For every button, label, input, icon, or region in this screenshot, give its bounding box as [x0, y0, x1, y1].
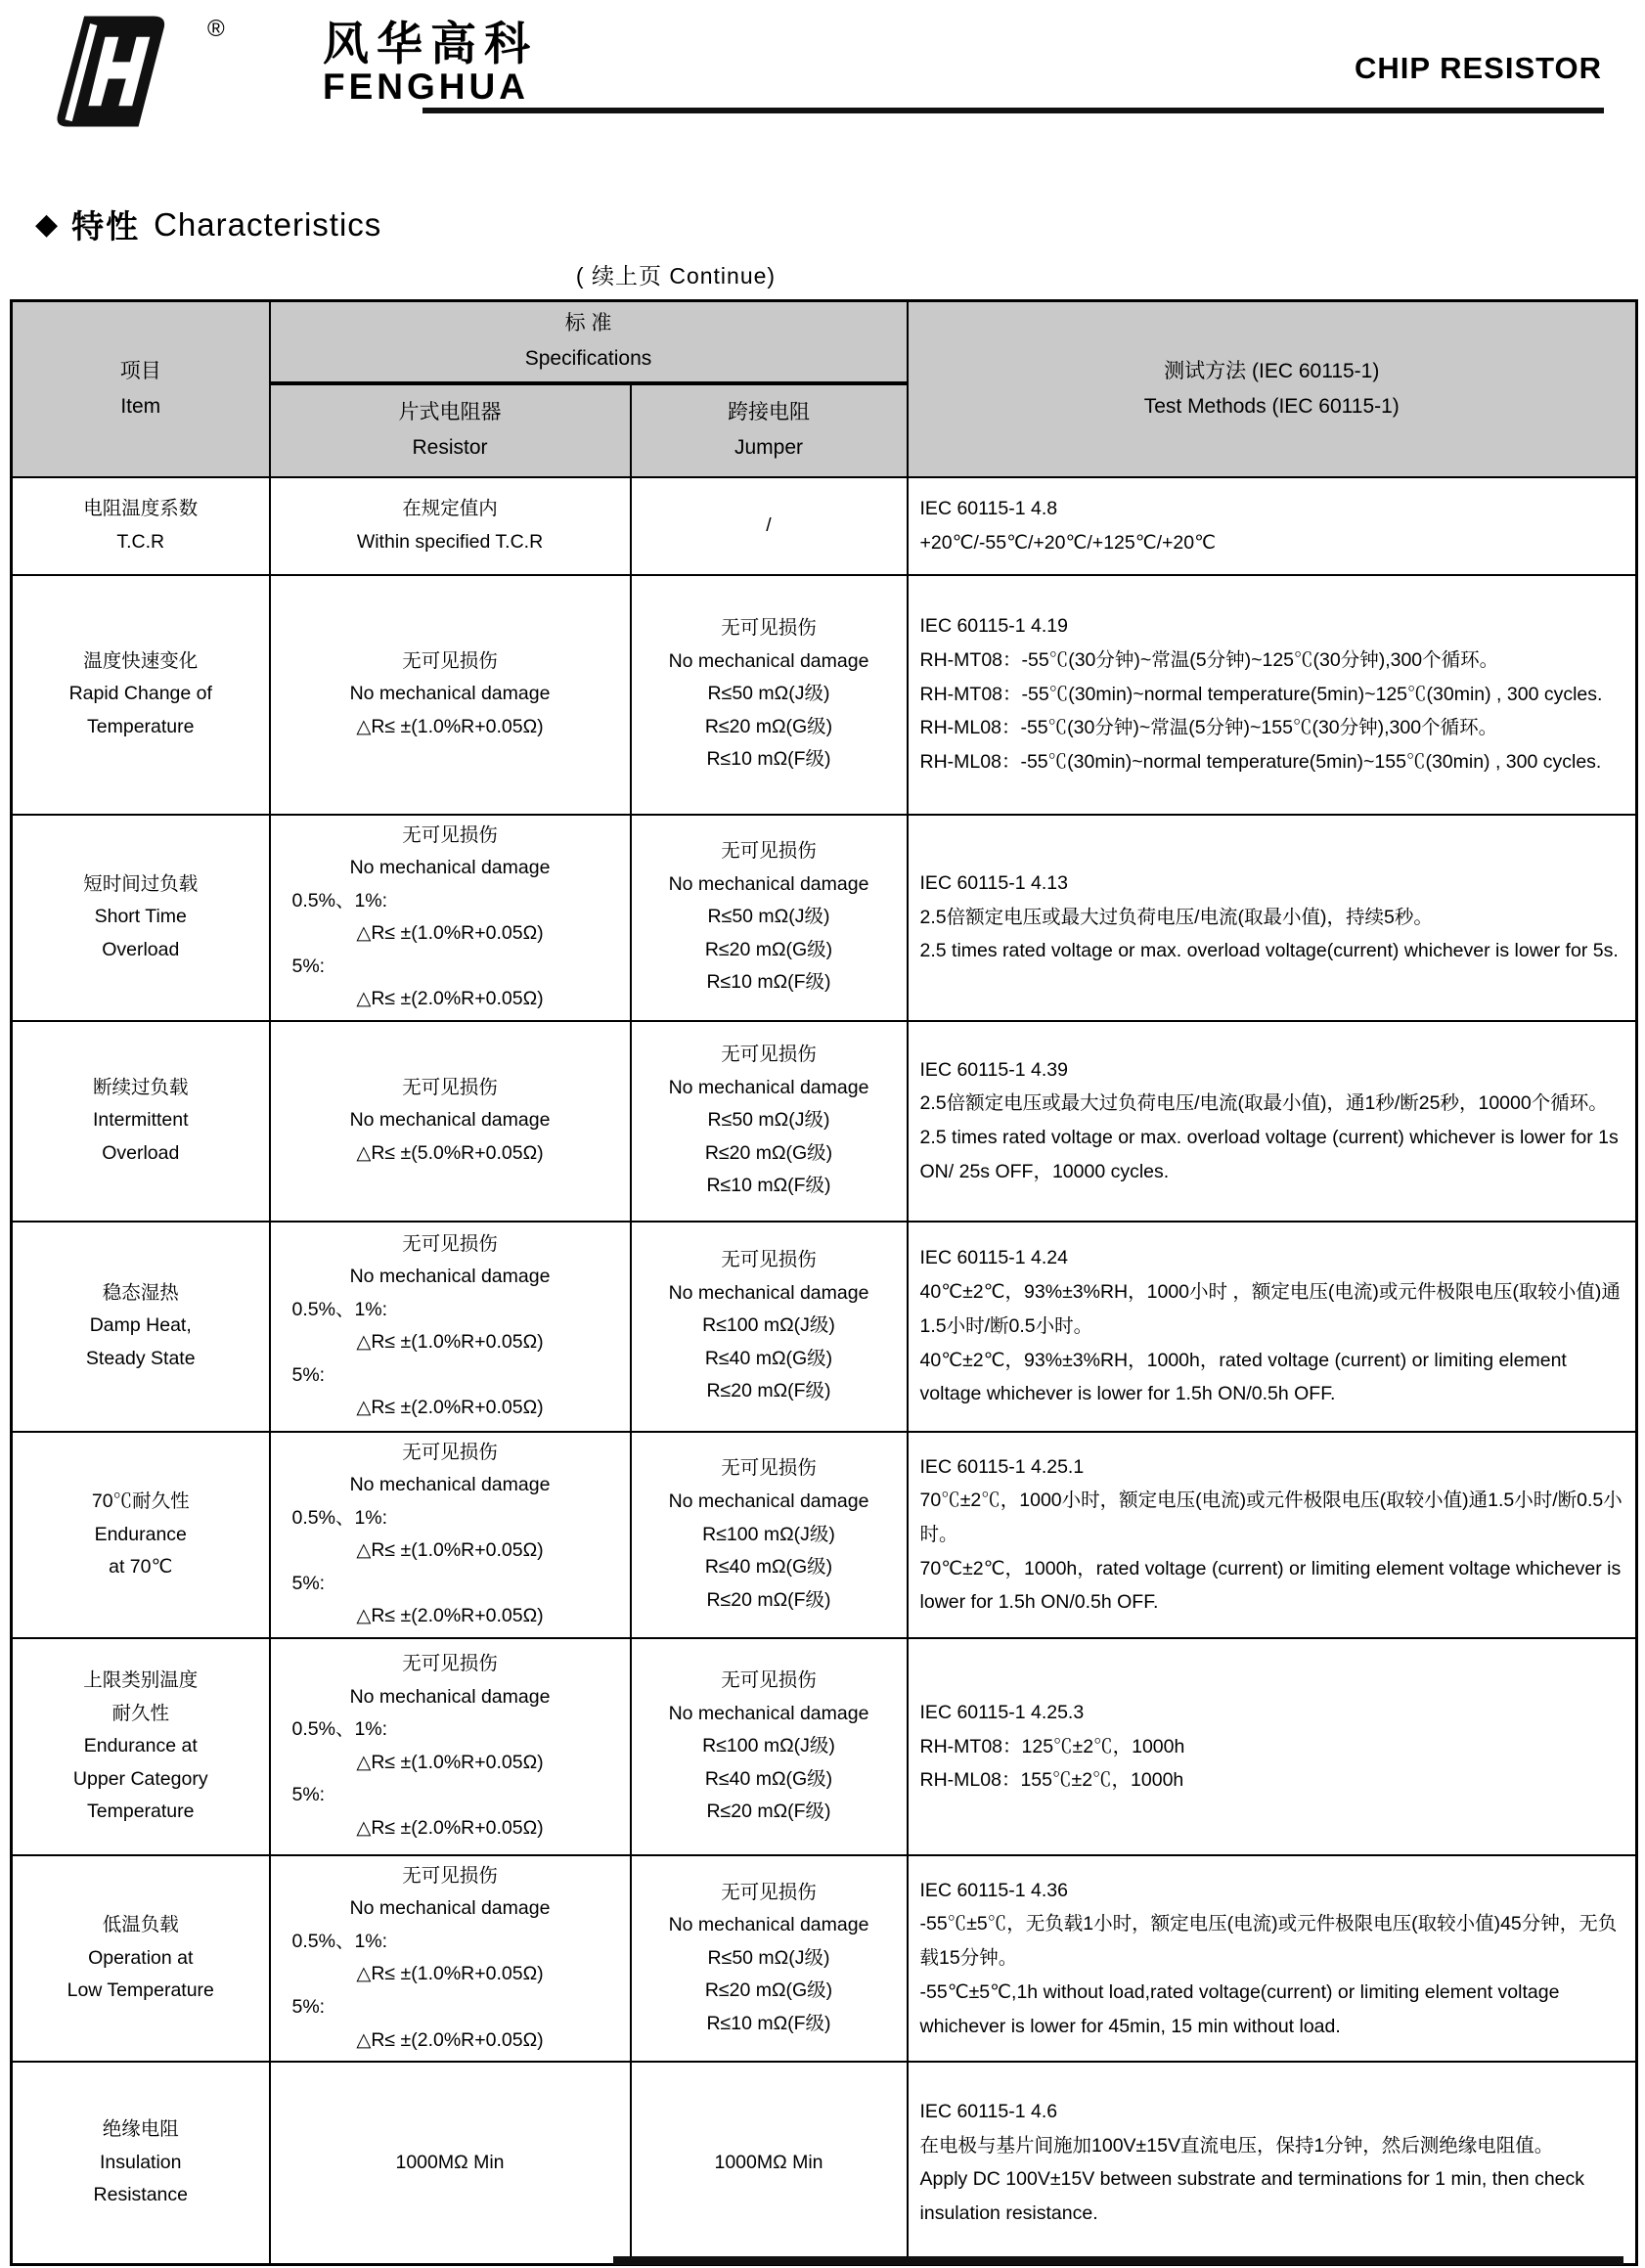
item-cell: 短时间过负载 Short Time Overload [12, 815, 270, 1021]
column-header-specifications: 标 准 Specifications [270, 301, 908, 383]
test-method-cell: IEC 60115-1 4.24 40℃±2℃，93%±3%RH，1000小时 ，额定电压(电流)或元件极限电压(取较小值)通1.5小时/断0.5小时。 40℃±2℃，93%±3%RH，1000h，rated voltage (current) or limiting element voltage whichever is lower for 1.5h ON/0.5h OFF. [908, 1222, 1637, 1432]
column-header-resistor: 片式电阻器 Resistor [270, 383, 631, 477]
resistor-spec-cell: 无可见损伤 No mechanical damage 0.5%、1%: △R≤ ±(1.0%R+0.05Ω) 5%: △R≤ ±(2.0%R+0.05Ω) [270, 1638, 631, 1855]
item-cell: 电阻温度系数 T.C.R [12, 477, 270, 575]
table-row [12, 477, 1637, 575]
table-row [12, 1638, 1637, 1855]
column-header-test-methods: 测试方法 (IEC 60115-1) Test Methods (IEC 60115-1) [908, 301, 1637, 477]
item-cell: 70℃耐久性 Endurance at 70℃ [12, 1432, 270, 1638]
product-title: CHIP RESISTOR [1354, 51, 1602, 85]
diamond-icon: ◆ [35, 208, 59, 241]
section-title-en: Characteristics [154, 205, 382, 243]
jumper-spec-cell: 无可见损伤 No mechanical damage R≤100 mΩ(J级) R≤40 mΩ(G级) R≤20 mΩ(F级) [631, 1432, 908, 1638]
table-row [12, 815, 1637, 1021]
column-header-jumper: 跨接电阻 Jumper [631, 383, 908, 477]
table-row [12, 1855, 1637, 2062]
test-method-cell: IEC 60115-1 4.13 2.5倍额定电压或最大过负荷电压/电流(取最小值)，持续5秒。 2.5 times rated voltage or max. overload voltage(current) whichever is lower for 5s. [908, 815, 1637, 1021]
jumper-spec-cell: 无可见损伤 No mechanical damage R≤100 mΩ(J级) R≤40 mΩ(G级) R≤20 mΩ(F级) [631, 1222, 908, 1432]
column-header-item: 项目 Item [12, 301, 270, 477]
fenghua-logo-icon [51, 14, 176, 129]
resistor-spec-cell: 无可见损伤 No mechanical damage 0.5%、1%: △R≤ ±(1.0%R+0.05Ω) 5%: △R≤ ±(2.0%R+0.05Ω) [270, 815, 631, 1021]
header-rule [422, 108, 1604, 113]
jumper-spec-cell: 无可见损伤 No mechanical damage R≤50 mΩ(J级) R≤20 mΩ(G级) R≤10 mΩ(F级) [631, 1021, 908, 1222]
page-header [0, 0, 1645, 196]
item-cell: 稳态湿热 Damp Heat, Steady State [12, 1222, 270, 1432]
table-row [12, 2062, 1637, 2264]
test-method-cell: IEC 60115-1 4.25.1 70℃±2℃，1000小时，额定电压(电流)或元件极限电压(取较小值)通1.5小时/断0.5小时。 70℃±2℃，1000h，rated voltage (current) or limiting element voltage whichever is lower for 1.5h ON/0.5h OFF. [908, 1432, 1637, 1638]
item-cell: 上限类别温度 耐久性 Endurance at Upper Category Temperature [12, 1638, 270, 1855]
jumper-spec-cell: 无可见损伤 No mechanical damage R≤100 mΩ(J级) R≤40 mΩ(G级) R≤20 mΩ(F级) [631, 1638, 908, 1855]
brand-name-en: FENGHUA [323, 67, 529, 108]
jumper-spec-cell: 1000MΩ Min [631, 2062, 908, 2264]
resistor-spec-cell: 1000MΩ Min [270, 2062, 631, 2264]
registered-mark: ® [207, 16, 225, 42]
test-method-cell: IEC 60115-1 4.36 -55℃±5℃，无负载1小时，额定电压(电流)或元件极限电压(取较小值)45分钟，无负载15分钟。 -55℃±5℃,1h without load,rated voltage(current) or limiting element voltage whichever is lower for 45min, 15 min without load. [908, 1855, 1637, 2062]
item-cell: 断续过负载 Intermittent Overload [12, 1021, 270, 1222]
resistor-spec-cell: 无可见损伤 No mechanical damage △R≤ ±(1.0%R+0.05Ω) [270, 575, 631, 815]
resistor-spec-cell: 无可见损伤 No mechanical damage 0.5%、1%: △R≤ ±(1.0%R+0.05Ω) 5%: △R≤ ±(2.0%R+0.05Ω) [270, 1855, 631, 2062]
test-method-cell: IEC 60115-1 4.8 +20℃/-55℃/+20℃/+125℃/+20℃ [908, 477, 1637, 575]
resistor-spec-cell: 无可见损伤 No mechanical damage 0.5%、1%: △R≤ ±(1.0%R+0.05Ω) 5%: △R≤ ±(2.0%R+0.05Ω) [270, 1432, 631, 1638]
test-method-cell: IEC 60115-1 4.25.3 RH-MT08：125℃±2℃，1000h RH-ML08：155℃±2℃，1000h [908, 1638, 1637, 1855]
jumper-spec-cell: 无可见损伤 No mechanical damage R≤50 mΩ(J级) R≤20 mΩ(G级) R≤10 mΩ(F级) [631, 575, 908, 815]
item-cell: 绝缘电阻 Insulation Resistance [12, 2062, 270, 2264]
jumper-spec-cell: 无可见损伤 No mechanical damage R≤50 mΩ(J级) R≤20 mΩ(G级) R≤10 mΩ(F级) [631, 1855, 908, 2062]
item-cell: 温度快速变化 Rapid Change of Temperature [12, 575, 270, 815]
item-cell: 低温负载 Operation at Low Temperature [12, 1855, 270, 2062]
brand-name [323, 14, 538, 108]
section-title [35, 201, 381, 247]
table-row [12, 1021, 1637, 1222]
brand-name-cn: 风华高科 [323, 18, 538, 69]
jumper-spec-cell: 无可见损伤 No mechanical damage R≤50 mΩ(J级) R≤20 mΩ(G级) R≤10 mΩ(F级) [631, 815, 908, 1021]
jumper-spec-cell: / [631, 477, 908, 575]
table-row [12, 1222, 1637, 1432]
resistor-spec-cell: 无可见损伤 No mechanical damage 0.5%、1%: △R≤ ±(1.0%R+0.05Ω) 5%: △R≤ ±(2.0%R+0.05Ω) [270, 1222, 631, 1432]
characteristics-table [10, 299, 1638, 2266]
section-title-cn: 特性 [71, 208, 141, 245]
table-row [12, 1432, 1637, 1638]
test-method-cell: IEC 60115-1 4.39 2.5倍额定电压或最大过负荷电压/电流(取最小值)，通1秒/断25秒，10000个循环。 2.5 times rated voltage or max. overload voltage (current) whichever is lower for 1s ON/ 25s OFF，10000 cycles. [908, 1021, 1637, 1222]
bottom-bar [613, 2256, 1623, 2265]
resistor-spec-cell: 在规定值内 Within specified T.C.R [270, 477, 631, 575]
continue-note: ( 续上页 Continue) [575, 263, 777, 289]
resistor-spec-cell: 无可见损伤 No mechanical damage △R≤ ±(5.0%R+0.05Ω) [270, 1021, 631, 1222]
test-method-cell: IEC 60115-1 4.6 在电极与基片间施加100V±15V直流电压，保持1分钟，然后测绝缘电阻值。 Apply DC 100V±15V between substrate and terminations for 1 min, then check insulation resistance. [908, 2062, 1637, 2264]
table-row [12, 575, 1637, 815]
test-method-cell: IEC 60115-1 4.19 RH-MT08：-55℃(30分钟)~常温(5分钟)~125℃(30分钟),300个循环。 RH-MT08：-55℃(30min)~normal temperature(5min)~125℃(30min) , 300 cycles. RH-ML08：-55℃(30分钟)~常温(5分钟)~155℃(30分钟),300个循环。 RH-ML08：-55℃(30min)~normal temperature(5min)~155℃(30min) , 300 cycles. [908, 575, 1637, 815]
